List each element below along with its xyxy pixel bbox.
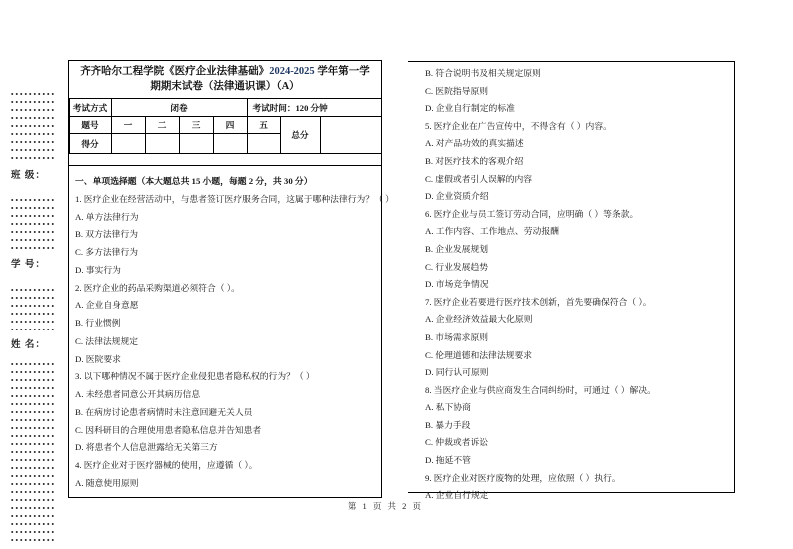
question-line: 2. 医疗企业的药品采购渠道必须符合（ ）。 bbox=[75, 282, 240, 293]
question-line: A. 企业自行规定 bbox=[425, 490, 489, 501]
exam-info-table bbox=[69, 98, 382, 154]
seal-dotted-lines-1 bbox=[10, 88, 55, 164]
exam-left-page-box bbox=[68, 60, 394, 498]
question-line: A. 未经患者同意公开其病历信息 bbox=[75, 389, 201, 399]
seal-margin bbox=[9, 0, 61, 549]
question-line: B. 双方法律行为 bbox=[75, 229, 139, 240]
question-line: B. 行业惯例 bbox=[75, 318, 121, 328]
question-col-5: 五 bbox=[247, 117, 280, 134]
section-header: 一、单项选择题（本大题总共 15 小题，每题 2 分，共 30 分） bbox=[75, 176, 313, 186]
total-score-cell bbox=[320, 117, 381, 154]
question-line: B. 在病房讨论患者病情时未注意回避无关人员 bbox=[75, 406, 253, 417]
question-line: B. 企业发展规划 bbox=[425, 243, 489, 254]
right-question-lines bbox=[425, 65, 732, 505]
question-line: B. 市场需求原则 bbox=[425, 331, 489, 342]
question-line: A. 私下协商 bbox=[425, 402, 471, 413]
question-line: C. 虚假或者引人误解的内容 bbox=[425, 173, 533, 184]
question-line: 1. 医疗企业在经营活动中，与患者签订医疗服务合同，这属于哪种法律行为？（ ） bbox=[75, 193, 394, 204]
question-line: C. 医院指导原则 bbox=[425, 85, 489, 96]
score-cell-1 bbox=[111, 134, 145, 154]
question-line: B. 暴力手段 bbox=[425, 419, 471, 430]
question-line: D. 拖延不管 bbox=[425, 455, 471, 466]
exam-title-year: 2024-2025 bbox=[269, 66, 315, 77]
left-question-lines bbox=[75, 191, 394, 493]
question-line: 6. 医疗企业与员工签订劳动合同，应明确（ ）等条款。 bbox=[425, 208, 639, 219]
question-line: A. 工作内容、工作地点、劳动报酬 bbox=[425, 226, 559, 237]
question-line: D. 市场竞争情况 bbox=[425, 279, 489, 290]
total-score-label: 总分 bbox=[280, 117, 320, 154]
question-line: A. 企业自身意愿 bbox=[75, 300, 139, 311]
score-cell-4 bbox=[213, 134, 247, 154]
question-line: 9. 医疗企业对医疗废物的处理，应依照（ ）执行。 bbox=[425, 472, 621, 483]
question-line: C. 多方法律行为 bbox=[75, 247, 139, 257]
exam-title-part1: 齐齐哈尔工程学院《医疗企业法律基础》 bbox=[80, 66, 270, 77]
question-line: 8. 当医疗企业与供应商发生合同纠纷时，可通过（ ）解决。 bbox=[425, 384, 656, 395]
question-line: 4. 医疗企业对于医疗器械的使用，应遵循（ ）。 bbox=[75, 460, 258, 470]
page-footer: 第 1 页 共 2 页 bbox=[347, 501, 423, 511]
right-question-column bbox=[408, 62, 734, 505]
exam-right-page-box bbox=[408, 61, 735, 501]
question-line: B. 符合说明书及相关规定原则 bbox=[425, 68, 541, 78]
seal-dotted-lines-4 bbox=[10, 358, 55, 544]
question-line: A. 随意使用原则 bbox=[75, 477, 139, 488]
seal-dotted-lines-3 bbox=[10, 284, 55, 330]
question-line: 5. 医疗企业在广告宣传中，不得含有（ ）内容。 bbox=[425, 120, 612, 131]
seal-dotted-lines-2 bbox=[10, 194, 55, 252]
question-line: C. 仲裁或者诉讼 bbox=[425, 437, 489, 448]
score-label: 得分 bbox=[69, 134, 111, 154]
class-label: 班 级： bbox=[11, 171, 46, 181]
question-no-label: 题号 bbox=[69, 117, 111, 134]
exam-title bbox=[69, 61, 381, 94]
question-line: D. 企业资质介绍 bbox=[425, 191, 489, 202]
name-label: 姓 名： bbox=[11, 340, 46, 350]
question-line: B. 对医疗技术的客观介绍 bbox=[425, 155, 524, 166]
question-col-3: 三 bbox=[179, 117, 213, 134]
question-col-2: 二 bbox=[145, 117, 179, 134]
score-cell-5 bbox=[247, 134, 280, 154]
question-line: D. 企业自行制定的标准 bbox=[425, 103, 515, 114]
question-line: C. 行业发展趋势 bbox=[425, 261, 489, 272]
question-line: D. 事实行为 bbox=[75, 264, 121, 275]
question-col-4: 四 bbox=[213, 117, 247, 134]
exam-method-value: 闭卷 bbox=[111, 99, 247, 117]
exam-title-part2: 学年第一学期期末试卷（法律通识课）（A） bbox=[150, 66, 370, 92]
question-line: 3. 以下哪种情况不属于医疗企业侵犯患者隐私权的行为？（ ） bbox=[75, 371, 315, 382]
exam-time: 考试时间：120 分钟 bbox=[247, 99, 381, 117]
question-line: D. 同行认可原则 bbox=[425, 367, 489, 378]
question-line: C. 因科研目的合理使用患者隐私信息并告知患者 bbox=[75, 424, 262, 435]
question-line: D. 医院要求 bbox=[75, 353, 121, 364]
question-line: A. 单方法律行为 bbox=[75, 211, 139, 222]
student-id-label: 学 号： bbox=[11, 260, 46, 270]
question-line: D. 将患者个人信息泄露给无关第三方 bbox=[75, 442, 218, 453]
exam-method-label: 考试方式 bbox=[69, 99, 111, 117]
score-cell-3 bbox=[179, 134, 213, 154]
score-cell-2 bbox=[145, 134, 179, 154]
question-line: C. 法律法规规定 bbox=[75, 335, 139, 346]
left-question-column bbox=[69, 166, 394, 493]
question-line: C. 伦理道德和法律法规要求 bbox=[425, 349, 533, 360]
question-line: A. 企业经济效益最大化原则 bbox=[425, 314, 533, 325]
question-col-1: 一 bbox=[111, 117, 145, 134]
question-line: 7. 医疗企业若要进行医疗技术创新，首先要确保符合（ ）。 bbox=[425, 296, 652, 307]
question-line: A. 对产品功效的真实描述 bbox=[425, 138, 524, 149]
